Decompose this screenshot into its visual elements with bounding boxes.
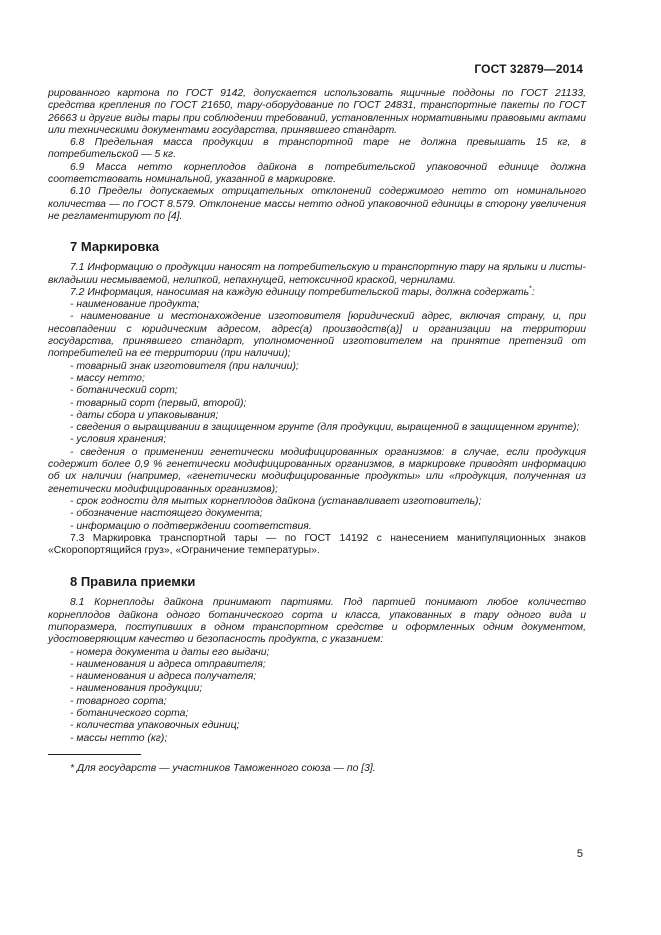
paragraph-7-1: 7.1 Информацию о продукции наносят на потребительскую и транспортную тару на ярлыки и листы-вкладыши несмываемой, нелипкой, непахнущей, нетоксичной краской, чернилами. [48, 262, 586, 286]
paragraph-6-10: 6.10 Пределы допускаемых отрицательных отклонений содержимого нетто от номинального количества — по ГОСТ 8.579. Отклонение массы нетто одной упаковочной единицы в сторону увеличения не регламентируют по [4]. [48, 186, 586, 222]
list-item: - условия хранения; [70, 434, 167, 446]
paragraph-8-1: 8.1 Корнеплоды дайкона принимают партиями. Под партией понимают любое количество корнеплодов дайкона одного ботанического сорта и класса, упакованных в тару одного вида и типоразмера, поступивших в одном транспортном средстве и оформленных одним документом, удостоверяющим качество и безопасность продукта, с указанием: [48, 597, 586, 646]
list-item: - сведения о применении генетически модифицированных организмов: в случае, если продукция содержит более 0,9 % генетически модифицированных организмов, в маркировке приводят информацию об их наличии (например, «генетически модифицированные продукты» или «продукция, полученная из генетически модифицированных организмов); [48, 446, 586, 495]
list-item: - количества упаковочных единиц; [70, 720, 240, 732]
list-item: - наименование продукта; [70, 299, 200, 311]
footnote-divider [48, 754, 141, 755]
list-item: - даты сбора и упаковывания; [70, 409, 219, 421]
list-item: - ботанический сорт; [70, 385, 178, 397]
list-item: - сведения о выращивании в защищенном грунте (для продукции, выращенной в защищенном грунте); [70, 422, 580, 434]
list-item: - номера документа и даты его выдачи; [70, 646, 270, 658]
list-item: - товарного сорта; [70, 695, 167, 707]
list-item: - наименования и адреса отправителя; [70, 658, 266, 670]
paragraph-7-2 [48, 287, 586, 299]
list-item: - массы нетто (кг); [70, 732, 168, 744]
paragraph-7-3: 7.3 Маркировка транспортной тары — по ГОСТ 14192 с нанесением манипуляционных знаков «Скоропортящийся груз», «Ограничение температуры». [48, 532, 586, 557]
list-item: - наименования продукции; [70, 683, 203, 695]
page-content [48, 88, 586, 775]
list-item: - ботанического сорта; [70, 708, 189, 720]
paragraph-6-9: 6.9 Масса нетто корнеплодов дайкона в потребительской упаковочной единице должна соответствовать номинальной, указанной в маркировке. [48, 161, 586, 186]
list-item: - массу нетто; [70, 372, 145, 384]
intro-paragraph: рированного картона по ГОСТ 9142, допускается использовать ящичные поддоны по ГОСТ 21133, средства крепления по ГОСТ 21650, тару-оборудование по ГОСТ 24831, транспортные пакеты по ГОСТ 26663 и другие виды тары при соблюдении требований, установленных нормативными правовыми актами или техническими документами государства, принявшего стандарт. [48, 88, 586, 136]
paragraph-7-2-text: 7.2 Информация, наносимая на каждую единицу потребительской тары, должна содержать [70, 286, 530, 298]
page-number: 5 [576, 848, 583, 860]
footnote-marker[interactable]: * [529, 285, 532, 293]
list-item: - наименования и адреса получателя; [70, 671, 257, 683]
list-item: - обозначение настоящего документа; [70, 508, 263, 520]
paragraph-6-8: 6.8 Предельная масса продукции в транспортной таре не должна превышать 15 кг, в потребительской — 5 кг. [48, 137, 586, 161]
list-item: - товарный сорт (первый, второй); [70, 397, 247, 409]
paragraph-7-2-colon: : [531, 286, 535, 298]
section-8-title: 8 Правила приемки [70, 574, 196, 590]
document-header: ГОСТ 32879—2014 [474, 62, 583, 76]
list-item: - наименование и местонахождение изготовителя [юридический адрес, включая страну, и, при несовпадении с юридическим адресом, адрес(а) производств(а)] и организации на территории государства, принявшего стандарт, уполномоченной изготовителем на принятие претензий от потребителей на ее территории (при наличии); [48, 311, 586, 360]
list-item: - товарный знак изготовителя (при наличии); [70, 360, 299, 372]
list-item: - срок годности для мытых корнеплодов дайкона (устанавливает изготовитель); [70, 495, 482, 507]
acceptance-list [48, 647, 586, 745]
list-item: - информацию о подтверждении соответствия. [70, 520, 312, 532]
section-7-title: 7 Маркировка [70, 239, 160, 255]
marking-list [48, 299, 586, 533]
footnote-text: * Для государств — участников Таможенного союза — по [3]. [70, 762, 376, 774]
